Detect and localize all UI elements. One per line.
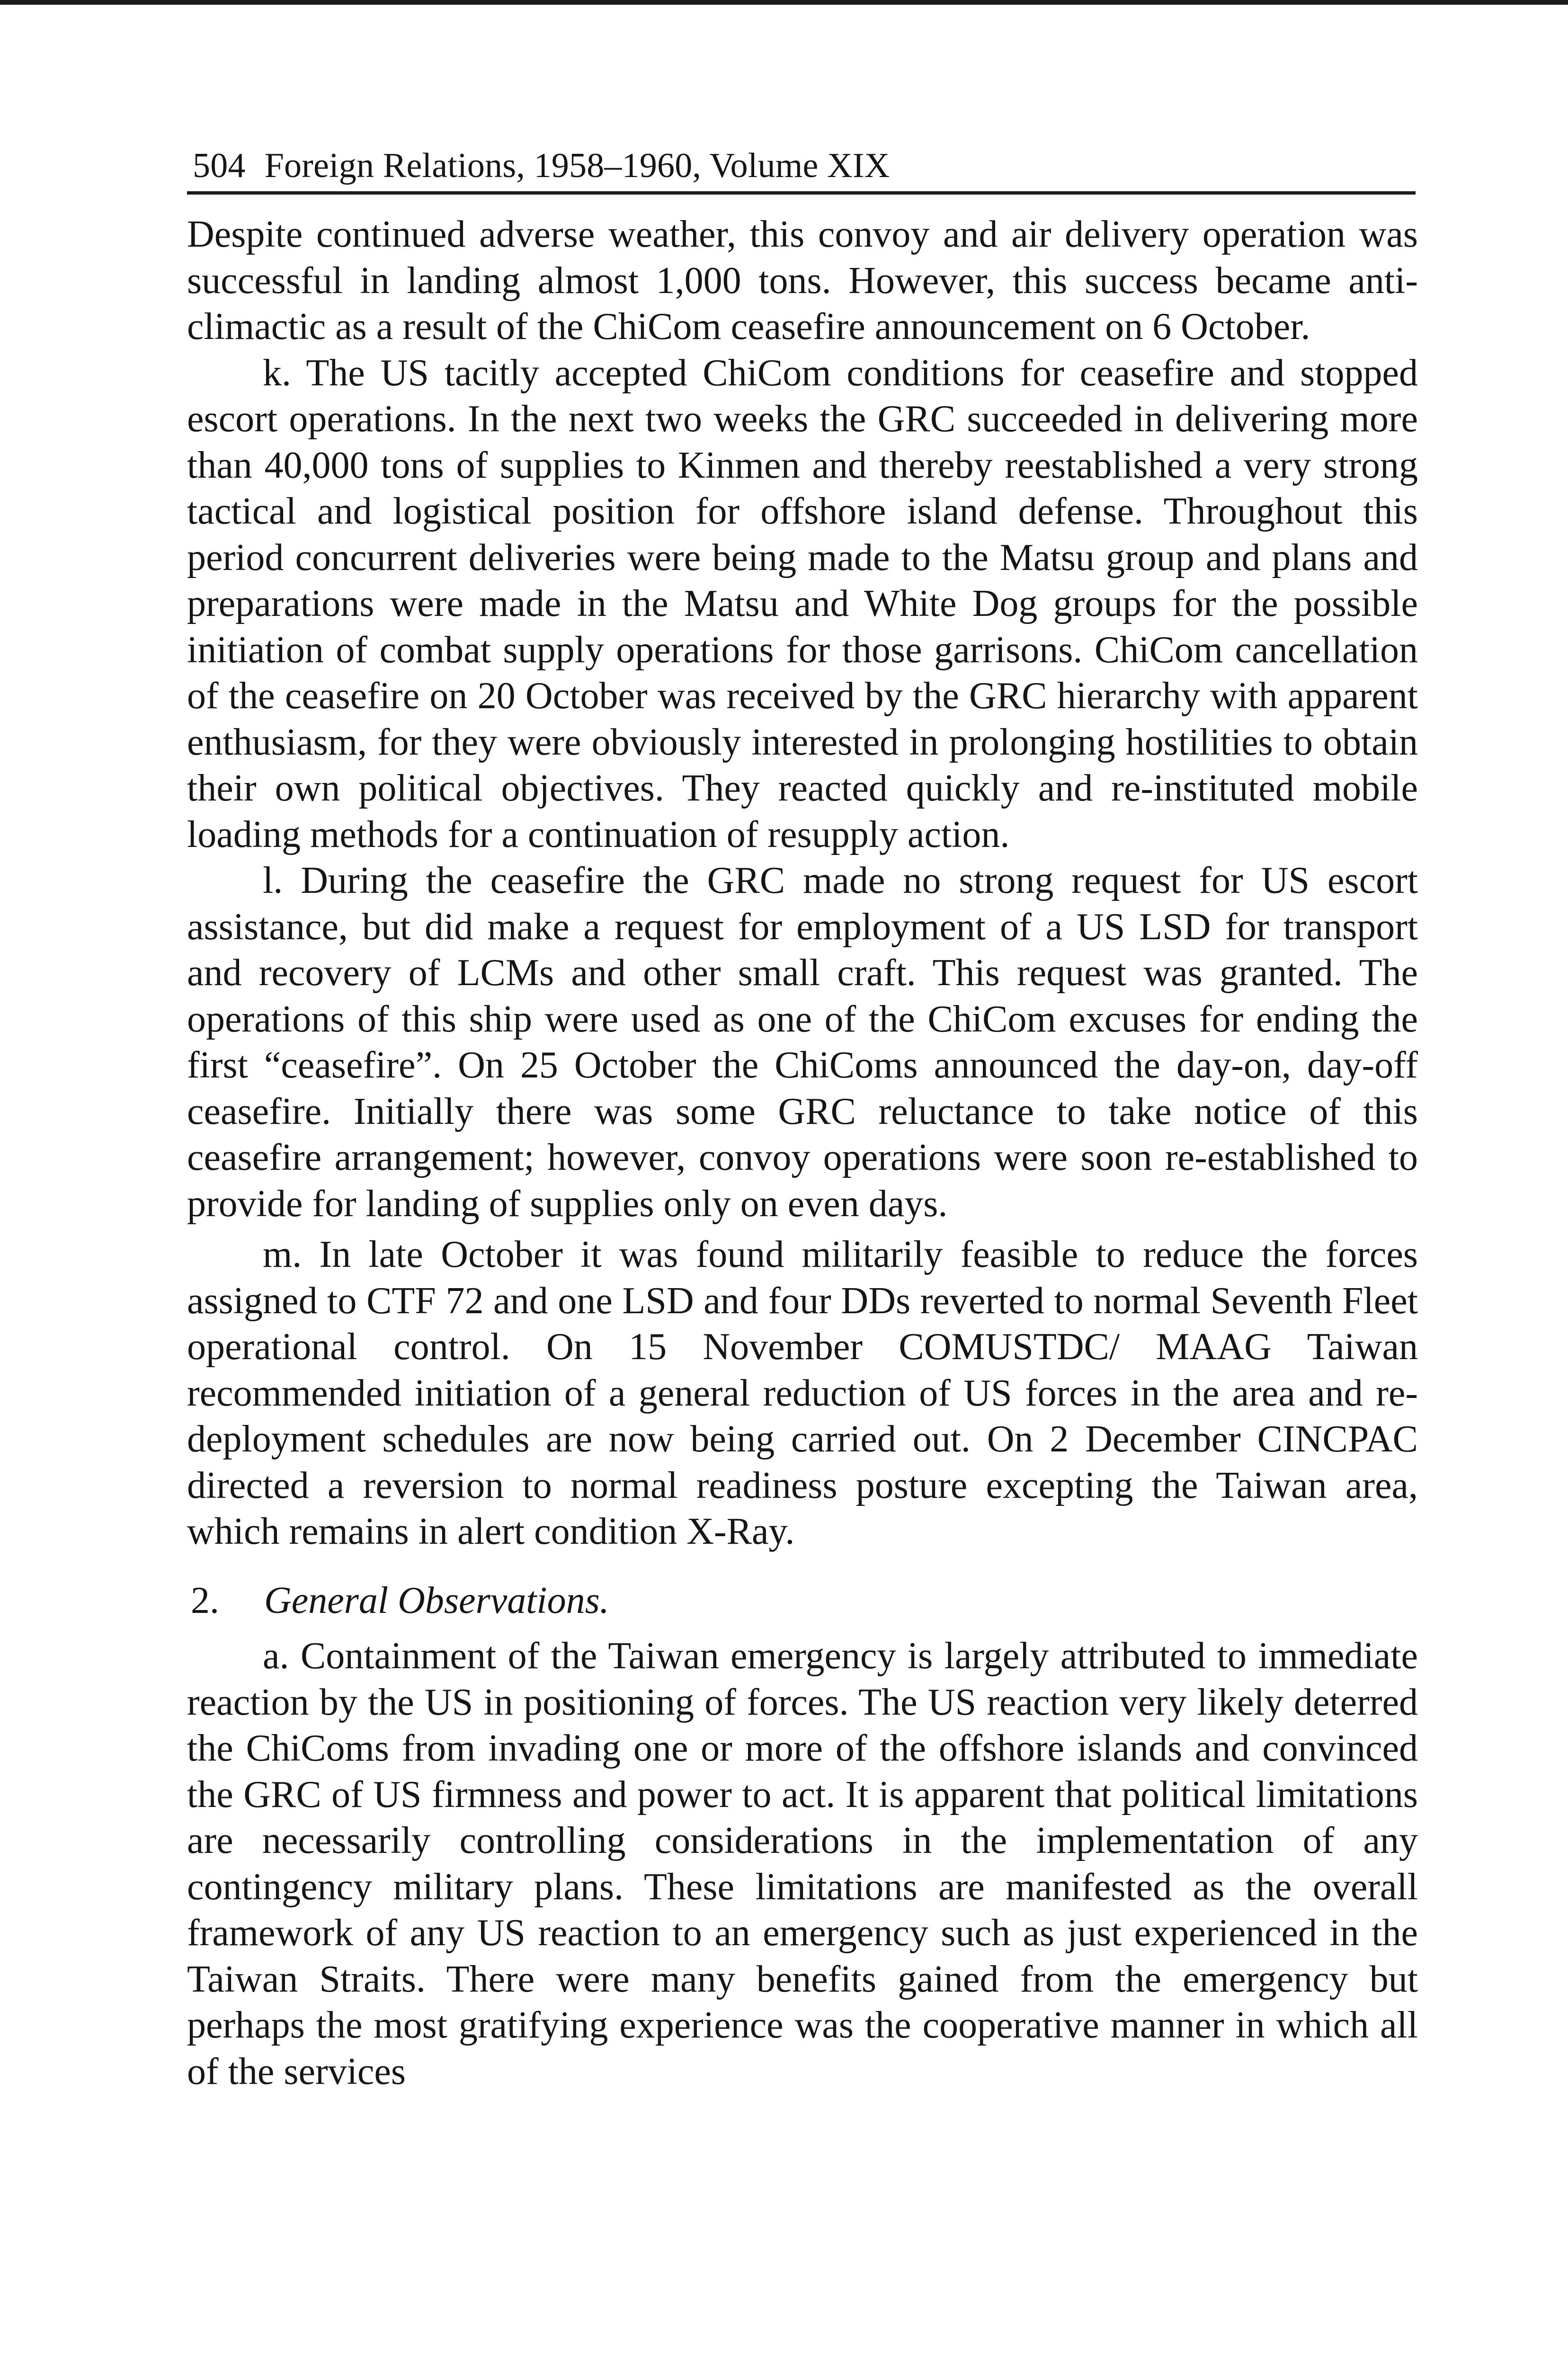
section-heading	[187, 1578, 1418, 1624]
running-head-title: Foreign Relations, 1958–1960, Volume XIX	[264, 146, 890, 185]
page-number: 504	[193, 146, 246, 185]
paragraph-m: m. In late October it was found militarily feasible to reduce the forces assigned to CTF 72 and one LSD and four DDs reverted to normal Seventh Fleet operational control. On 15 November COMUSTDC/ MAAG Taiwan recommended initiation of a general reduction of US forces in the area and re-deployment schedules are now being carried out. On 2 December CINCPAC directed a reversion to normal readiness posture excepting the Taiwan area, which remains in alert condition X-Ray.	[187, 1234, 1418, 1552]
section-number: 2.	[191, 1579, 219, 1621]
running-head	[187, 142, 1418, 189]
top-edge-rule	[0, 0, 1568, 5]
document-page	[187, 142, 1418, 2095]
running-head-rule	[187, 191, 1416, 195]
section-title: General Observations.	[264, 1579, 609, 1621]
paragraph-a: a. Containment of the Taiwan emergency is largely attributed to immediate reaction by the US in positioning of forces. The US reaction very likely deterred the ChiComs from invading one or more of the offshore islands and convinced the GRC of US firmness and power to act. It is apparent that political limitations are necessarily controlling considerations in the implementation of any contingency military plans. These limitations are manifested as the overall framework of any US reaction to an emergency such as just experienced in the Taiwan Straits. There were many benefits gained from the emergency but perhaps the most gratifying experience was the cooperative manner in which all of the services	[187, 1635, 1418, 2092]
paragraph-k: k. The US tacitly accepted ChiCom conditions for ceasefire and stopped escort operations. In the next two weeks the GRC succeeded in delivering more than 40,000 tons of supplies to Kinmen and thereby reestablished a very strong tactical and logistical position for offshore island defense. Throughout this period concurrent deliveries were being made to the Matsu group and plans and preparations were made in the Matsu and White Dog groups for the possible initiation of combat supply operations for those garrisons. ChiCom cancellation of the ceasefire on 20 October was received by the GRC hierarchy with apparent enthusiasm, for they were obviously interested in prolonging hostilities to obtain their own political objectives. They reacted quickly and re-instituted mobile loading methods for a continuation of resupply action.	[187, 352, 1418, 855]
paragraph-continued: Despite continued adverse weather, this convoy and air delivery operation was successful in landing almost 1,000 tons. However, this success became anti-climactic as a result of the ChiCom ceasefire announcement on 6 October.	[187, 214, 1418, 347]
paragraph-l: l. During the ceasefire the GRC made no strong request for US escort assistance, but did make a request for employment of a US LSD for transport and recovery of LCMs and other small craft. This request was granted. The operations of this ship were used as one of the ChiCom excuses for ending the first “ceasefire”. On 25 October the ChiComs announced the day-on, day-off ceasefire. Initially there was some GRC reluctance to take notice of this ceasefire arrangement; however, convoy operations were soon re-established to provide for landing of supplies only on even days.	[187, 860, 1418, 1225]
body-text	[187, 212, 1418, 2095]
